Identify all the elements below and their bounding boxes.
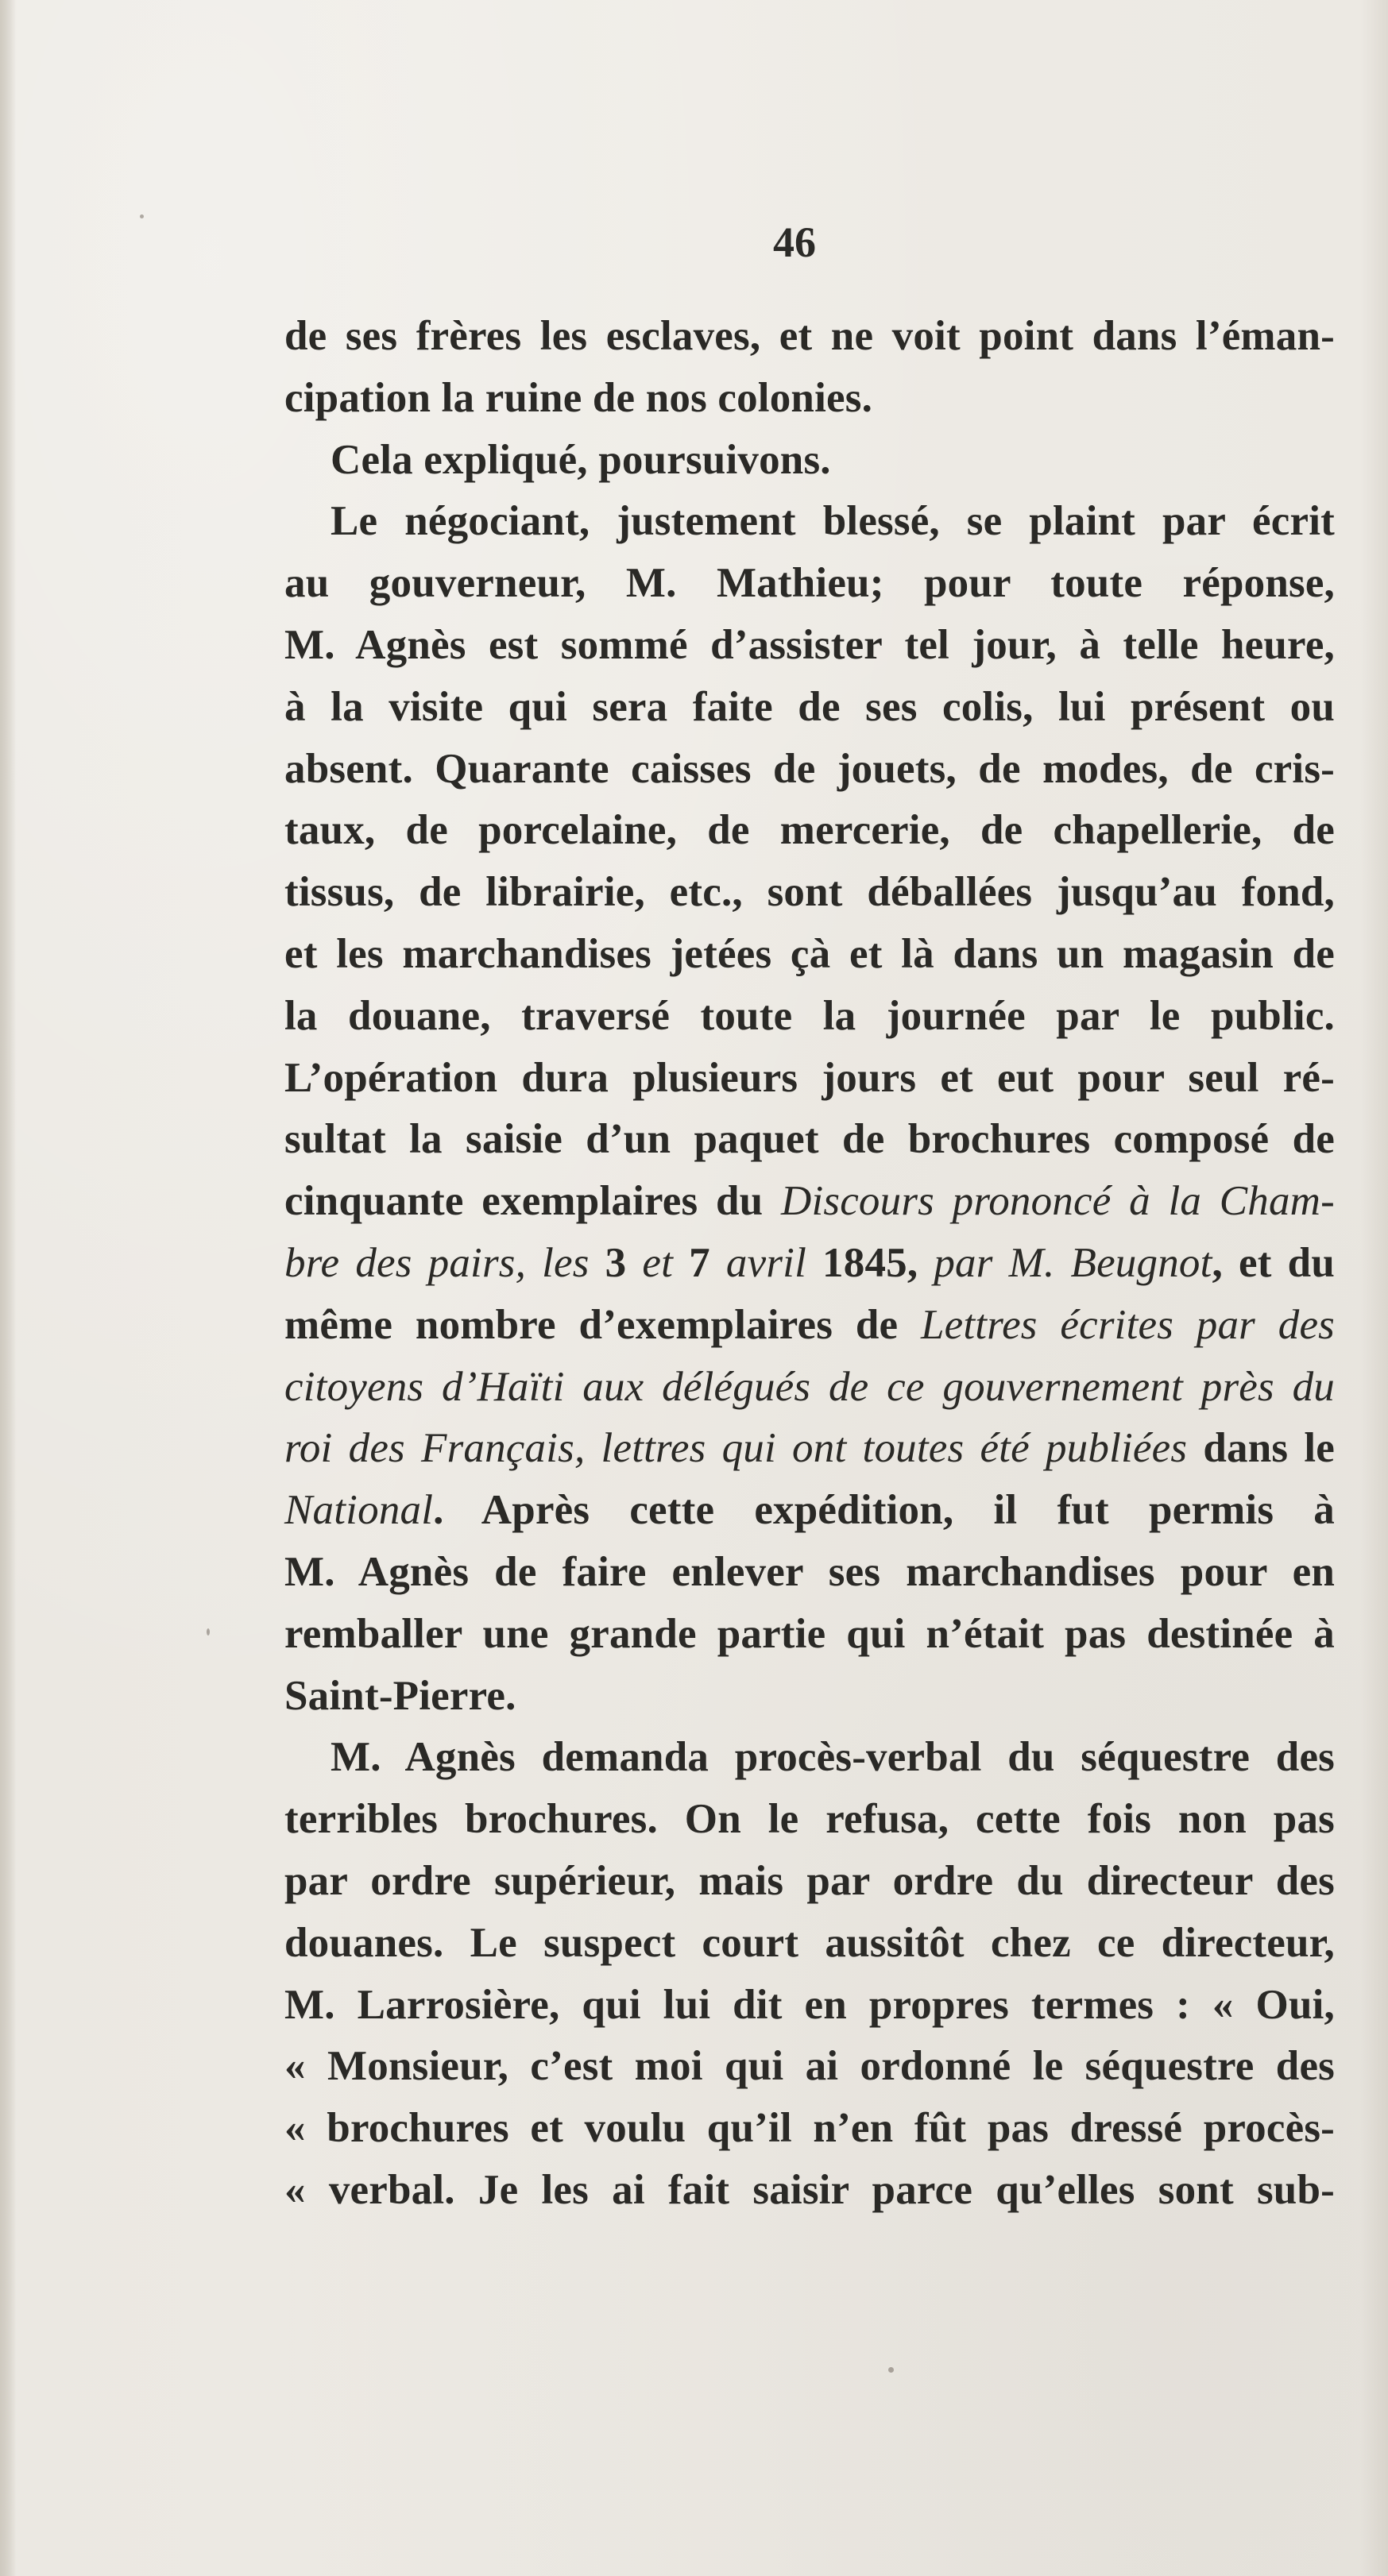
text-run: remballer une grande partie qui n’était pas destinée à <box>284 1610 1335 1657</box>
text-run: Saint-Pierre. <box>284 1672 516 1719</box>
paper-speck <box>140 214 144 218</box>
text-run: taux, de porcelaine, de mercerie, de chapellerie, de <box>284 807 1335 854</box>
text-run: cipation la ruine de nos colonies. <box>284 374 873 421</box>
italic-text-run: National <box>284 1487 434 1534</box>
text-run: M. Agnès est sommé d’assister tel jour, à telle heure, <box>284 621 1335 668</box>
text-run: par ordre supérieur, mais par ordre du directeur des <box>284 1857 1335 1904</box>
text-line <box>284 1913 1335 1975</box>
text-line <box>284 1975 1335 2037</box>
text-line <box>284 1480 1335 1542</box>
text-line <box>284 677 1335 739</box>
text-line <box>284 986 1335 1048</box>
text-line <box>284 1604 1335 1666</box>
text-run: la douane, traversé toute la journée par le public. <box>284 992 1335 1039</box>
page-gutter-shadow <box>0 0 16 2576</box>
text-run: sultat la saisie d’un paquet de brochures composé de <box>284 1116 1335 1163</box>
text-run: et les marchandises jetées çà et là dans un magasin de <box>284 930 1335 977</box>
italic-text-run: et <box>642 1239 690 1286</box>
text-run: M. Agnès demanda procès-verbal du séquestre des <box>331 1734 1335 1781</box>
text-line <box>284 1789 1335 1851</box>
text-run: M. Agnès de faire enlever ses marchandises pour en <box>284 1548 1335 1595</box>
text-line <box>284 1727 1335 1789</box>
text-line <box>284 553 1335 615</box>
text-line <box>284 1542 1335 1604</box>
text-line <box>284 800 1335 862</box>
text-line <box>284 430 1335 492</box>
text-run: . Après cette expédition, il fut permis à <box>433 1487 1335 1534</box>
text-line <box>284 306 1335 368</box>
text-run: « brochures et voulu qu’il n’en fût pas dressé procès- <box>284 2105 1335 2152</box>
text-run: terribles brochures. On le refusa, cette fois non pas <box>284 1796 1335 1843</box>
text-run: cinquante exemplaires du <box>284 1178 781 1225</box>
text-line <box>284 2036 1335 2098</box>
text-run: L’opération dura plusieurs jours et eut pour seul ré- <box>284 1054 1335 1101</box>
text-line <box>284 1357 1335 1419</box>
text-line <box>284 615 1335 677</box>
text-run: M. Larrosière, qui lui dit en propres termes : « Oui, <box>284 1981 1335 2028</box>
text-line <box>284 2098 1335 2160</box>
page-number: 46 <box>773 218 816 266</box>
text-line <box>284 1666 1335 1728</box>
text-run: au gouverneur, M. Mathieu; pour toute réponse, <box>284 560 1335 607</box>
italic-text-run: roi des Français, lettres qui ont toutes été publiées <box>284 1425 1188 1472</box>
italic-text-run: Lettres écrites par des <box>920 1301 1335 1348</box>
text-run: tissus, de librairie, etc., sont déballées jusqu’au fond, <box>284 869 1335 916</box>
text-line <box>284 862 1335 924</box>
text-run: « verbal. Je les ai fait saisir parce qu’elles sont sub- <box>284 2166 1335 2213</box>
text-line <box>284 1109 1335 1171</box>
text-run: même nombre d’exemplaires de <box>284 1301 921 1348</box>
text-line <box>284 1233 1335 1295</box>
italic-text-run: citoyens d’Haïti aux délégués de ce gouvernement près du <box>284 1363 1335 1410</box>
body-text <box>284 306 1335 2222</box>
text-line <box>284 924 1335 986</box>
italic-text-run: bre des pairs, les <box>284 1239 605 1286</box>
text-run: 1845, <box>822 1239 934 1286</box>
text-run: de ses frères les esclaves, et ne voit point dans l’éman- <box>284 313 1335 359</box>
text-run: Le négociant, justement blessé, se plaint par écrit <box>331 498 1335 545</box>
text-line <box>284 1171 1335 1233</box>
italic-text-run: Discours prononcé à la Cham- <box>780 1178 1335 1225</box>
text-run: à la visite qui sera faite de ses colis, lui présent ou <box>284 683 1335 730</box>
paper-speck <box>888 2367 894 2373</box>
text-line <box>284 1295 1335 1357</box>
text-line <box>284 1048 1335 1110</box>
text-line <box>284 739 1335 801</box>
text-run: , et du <box>1212 1239 1335 1286</box>
italic-text-run: par M. Beugnot <box>934 1239 1212 1286</box>
text-run: 7 <box>689 1239 726 1286</box>
text-line <box>284 491 1335 553</box>
text-run: 3 <box>605 1239 643 1286</box>
italic-text-run: avril <box>725 1239 823 1286</box>
text-run: dans le <box>1187 1425 1335 1472</box>
text-run: « Monsieur, c’est moi qui ai ordonné le séquestre des <box>284 2043 1335 2090</box>
text-line <box>284 2160 1335 2222</box>
paper-speck <box>207 1628 210 1636</box>
text-line <box>284 368 1335 430</box>
text-run: douanes. Le suspect court aussitôt chez ce directeur, <box>284 1919 1335 1966</box>
text-run: Cela expliqué, poursuivons. <box>331 436 831 483</box>
text-line <box>284 1851 1335 1913</box>
text-run: absent. Quarante caisses de jouets, de modes, de cris- <box>284 745 1335 792</box>
text-line <box>284 1418 1335 1480</box>
